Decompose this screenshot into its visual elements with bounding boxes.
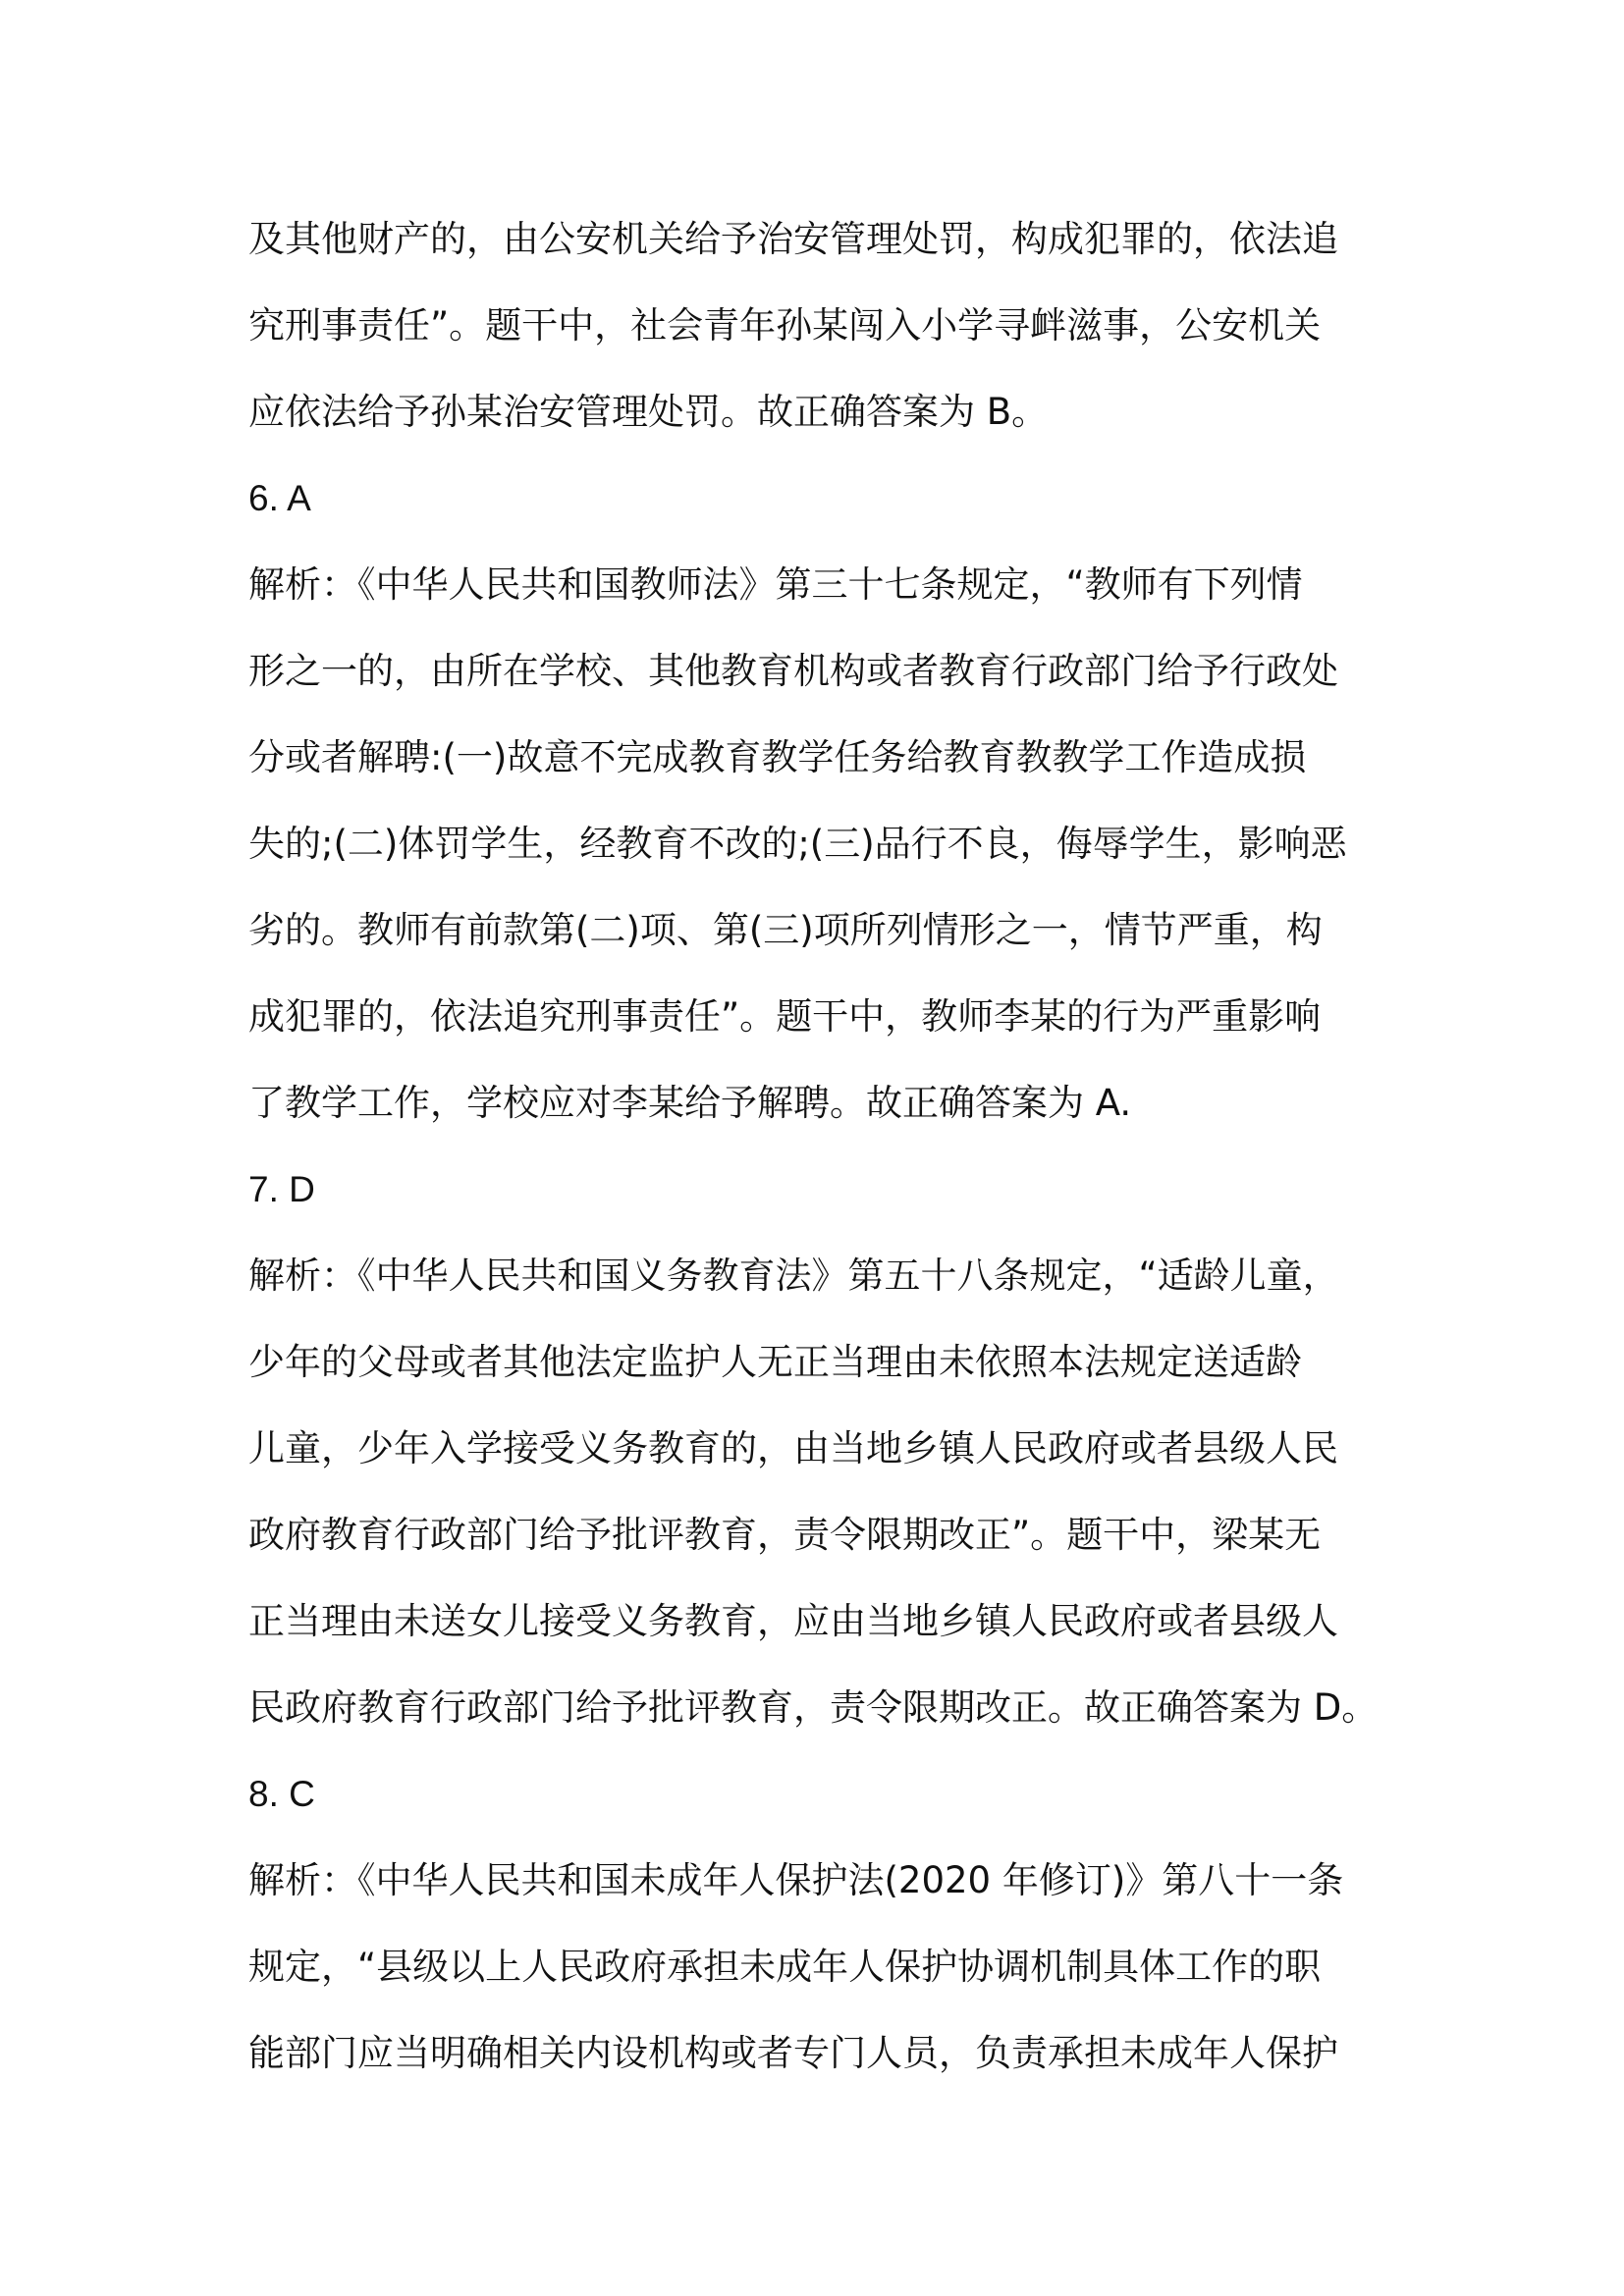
text-line: 儿童，少年入学接受义务教育的，由当地乡镇人民政府或者县级人民 [248, 1427, 1338, 1469]
text-line: 民政府教育行政部门给予批评教育，责令限期改正。故正确答案为 D。 [248, 1686, 1379, 1729]
answer-heading-8: 8. C [248, 1774, 315, 1814]
text-line: 正当理由未送女儿接受义务教育，应由当地乡镇人民政府或者县级人 [248, 1600, 1338, 1642]
text-line: 规定，“县级以上人民政府承担未成年人保护协调机制具体工作的职 [248, 1946, 1322, 1988]
text-line: 成犯罪的，依法追究刑事责任”。题干中，教师李某的行为严重影响 [248, 995, 1322, 1038]
text-line: 分或者解聘:(一)故意不完成教育教学任务给教育教教学工作造成损 [248, 736, 1307, 778]
text-line: 应依法给予孙某治安管理处罚。故正确答案为 B。 [248, 391, 1049, 433]
text-line: 解析：《中华人民共和国未成年人保护法(2020 年修订)》第八十一条 [248, 1859, 1344, 1901]
text-line: 解析：《中华人民共和国义务教育法》第五十八条规定，“适龄儿童， [248, 1255, 1339, 1297]
text-line: 劣的。教师有前款第(二)项、第(三)项所列情形之一，情节严重，构 [248, 909, 1323, 951]
text-line: 究刑事责任”。题干中，社会青年孙某闯入小学寻衅滋事，公安机关 [248, 304, 1322, 347]
text-line: 能部门应当明确相关内设机构或者专门人员，负责承担未成年人保护 [248, 2032, 1338, 2074]
text-line: 解析：《中华人民共和国教师法》第三十七条规定，“教师有下列情 [248, 563, 1303, 606]
text-line: 及其他财产的，由公安机关给予治安管理处罚，构成犯罪的，依法追 [248, 218, 1338, 260]
text-line: 政府教育行政部门给予批评教育，责令限期改正”。题干中，梁某无 [248, 1514, 1322, 1556]
text-line: 了教学工作，学校应对李某给予解聘。故正确答案为 A. [248, 1082, 1132, 1124]
text-line: 失的;(二)体罚学生，经教育不改的;(三)品行不良，侮辱学生，影响恶 [248, 823, 1347, 865]
answer-heading-7: 7. D [248, 1169, 315, 1209]
text-line: 少年的父母或者其他法定监护人无正当理由未依照本法规定送适龄 [248, 1341, 1302, 1383]
document-body [248, 196, 1387, 2097]
answer-heading-6: 6. A [248, 478, 311, 518]
text-line: 形之一的，由所在学校、其他教育机构或者教育行政部门给予行政处 [248, 650, 1338, 692]
